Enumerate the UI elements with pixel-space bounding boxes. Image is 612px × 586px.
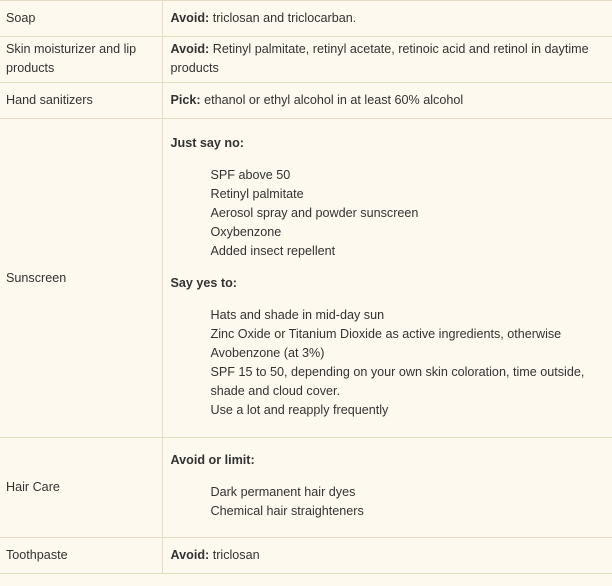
list-item: Added insect repellent <box>210 243 336 258</box>
list-item: Retinyl palmitate <box>210 186 304 201</box>
list-item: Aerosol spray and powder sunscreen <box>210 205 419 220</box>
row-value-text: Retinyl palmitate, retinyl acetate, retinoic acid and retinol in daytime products <box>170 42 589 75</box>
list-item: SPF above 50 <box>210 167 291 182</box>
table-row <box>0 1 612 37</box>
section-heading-yes: Say yes to: <box>170 275 237 290</box>
list-yes <box>171 306 606 420</box>
row-value <box>162 1 612 37</box>
list-item: Zinc Oxide or Titanium Dioxide as active ingredients, otherwise Avobenzone (at 3%) <box>210 326 562 360</box>
row-value-prefix: Avoid: <box>170 11 210 25</box>
row-label: Soap <box>0 1 162 37</box>
row-value-text: triclosan and triclocarban. <box>209 11 357 25</box>
list-item: Hats and shade in mid-day sun <box>210 307 385 322</box>
row-label: Sunscreen <box>0 119 162 438</box>
table-row <box>0 119 612 438</box>
list-item: Oxybenzone <box>210 224 282 239</box>
row-value-text: triclosan <box>209 548 260 562</box>
row-label: Hair Care <box>0 438 162 538</box>
list-item: Dark permanent hair dyes <box>210 484 356 499</box>
row-value <box>162 538 612 574</box>
row-value-prefix: Pick: <box>170 93 201 107</box>
table-row <box>0 538 612 574</box>
row-label: Skin moisturizer and lip products <box>0 37 162 83</box>
row-label: Toothpaste <box>0 538 162 574</box>
list-item: Use a lot and reapply frequently <box>210 402 389 417</box>
row-value <box>162 83 612 119</box>
row-label: Hand sanitizers <box>0 83 162 119</box>
list-avoid <box>171 483 606 521</box>
row-value-prefix: Avoid: <box>170 548 210 562</box>
row-value-prefix: Avoid: <box>170 42 210 56</box>
list-no <box>171 166 606 261</box>
row-value <box>162 119 612 438</box>
table-row <box>0 438 612 538</box>
list-item: Chemical hair straighteners <box>210 503 364 518</box>
section-heading-avoid: Avoid or limit: <box>170 452 255 467</box>
list-item: SPF 15 to 50, depending on your own skin coloration, time outside, shade and cloud cover. <box>210 364 585 398</box>
row-value <box>162 37 612 83</box>
row-value <box>162 438 612 538</box>
section-heading-no: Just say no: <box>170 135 244 150</box>
table-row <box>0 83 612 119</box>
row-value-text: ethanol or ethyl alcohol in at least 60% alcohol <box>200 93 464 107</box>
table-row <box>0 37 612 83</box>
